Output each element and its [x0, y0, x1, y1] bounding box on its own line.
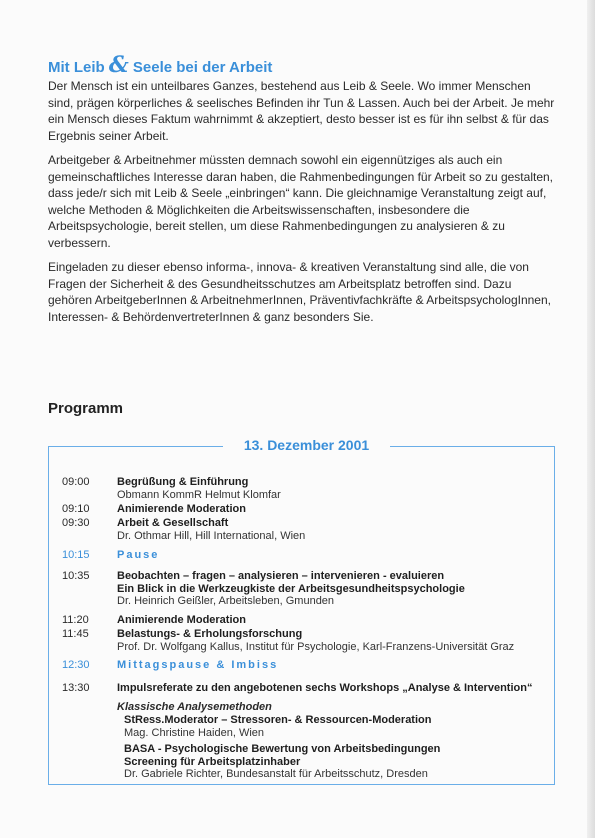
- intro-paragraph: Der Mensch ist ein unteilbares Ganzes, bestehend aus Leib & Seele. Wo immer Menschen sind, prägen körperliches & seelisches Befinden ihr Tun & Lassen. Auch bei der Arbeit. Je mehr ein Mensch dieses Faktum wahrnimmt & akzeptiert, desto besser ist es für ihn selbst & für das Ergebnis seiner Arbeit.: [48, 79, 555, 143]
- intro-paragraph: Eingeladen zu dieser ebenso informa-, innova- & kreativen Veranstaltung sind alle, die von Fragen der Sicherheit & des Gesundheitsschutzes am Arbeitsplatz betroffen sind. Dazu gehören ArbeitgeberInnen & ArbeitnehmerInnen, Präventivfachkräfte & ArbeitspsychologInnen, Interessen- & BehördenvertreterInnen & ganz besonders Sie.: [48, 260, 551, 324]
- workshop-subtitle: Screening für Arbeitsplatzinhaber: [124, 755, 301, 768]
- schedule-date: 13. Dezember 2001: [243, 437, 370, 453]
- schedule-title: Begrüßung & Einführung: [117, 476, 249, 488]
- intro-paragraph: Arbeitgeber & Arbeitnehmer müssten demnach sowohl ein eigennütziges als auch ein gemeinschaftliches Interesse daran haben, die Rahmenbedingungen für Arbeit so zu gestalten, dass jede/r sich mit Leib & Seele „einbringen“ kann. Die gleichnamige Veranstaltung zeigt auf, welche Methoden & Möglichkeiten die Arbeitswissenschaften, insbesondere die Arbeitspsychologie, bereit stellen, um diese Rahmenbedingungen zu analysieren & zu verbessern.: [48, 153, 553, 250]
- schedule-speaker: Dr. Othmar Hill, Hill International, Wien: [117, 529, 306, 542]
- workshop-group-title: Klassische Analysemethoden: [117, 701, 272, 713]
- schedule-time: 09:30: [62, 517, 90, 529]
- program-heading: Programm: [48, 400, 124, 417]
- schedule-box-top-right-border: [390, 446, 554, 447]
- schedule-box-top-left-border: [48, 446, 223, 447]
- schedule-title: Pause: [117, 549, 160, 561]
- schedule-title: Mittagspause & Imbiss: [117, 659, 279, 671]
- workshop-title: StRess.Moderator – Stressoren- & Ressourcen-Moderation: [124, 714, 432, 726]
- intro-text: [48, 78, 558, 333]
- schedule-speaker: Obmann KommR Helmut Klomfar: [117, 488, 281, 501]
- schedule-time: 09:10: [62, 503, 90, 515]
- schedule-time: 11:20: [62, 614, 89, 626]
- schedule-subtitle: Ein Blick in die Werkzeugkiste der Arbeitsgesundheitspsychologie: [117, 582, 465, 595]
- section-title: Mit Leib & Seele bei der Arbeit: [48, 52, 273, 78]
- schedule-title: Animierende Moderation: [117, 503, 246, 515]
- schedule-speaker: Prof. Dr. Wolfgang Kallus, Institut für Psychologie, Karl-Franzens-Universität Graz: [117, 640, 515, 653]
- schedule-title: Arbeit & Gesellschaft: [117, 517, 229, 529]
- workshop-title: BASA - Psychologische Bewertung von Arbeitsbedingungen: [124, 743, 441, 755]
- schedule-title: Animierende Moderation: [117, 614, 246, 626]
- workshop-speaker: Mag. Christine Haiden, Wien: [124, 726, 265, 739]
- schedule-time: 12:30: [62, 659, 90, 671]
- workshop-speaker: Dr. Gabriele Richter, Bundesanstalt für Arbeitsschutz, Dresden: [124, 768, 428, 780]
- schedule-title: Impulsreferate zu den angebotenen sechs Workshops „Analyse & Intervention“: [117, 682, 533, 694]
- schedule-time: 10:15: [62, 549, 90, 561]
- schedule-speaker: Dr. Heinrich Geißler, Arbeitsleben, Gmunden: [117, 595, 335, 607]
- schedule-time: 10:35: [62, 570, 90, 582]
- schedule-time: 13:30: [62, 682, 90, 694]
- schedule-title: Beobachten – fragen – analysieren – intervenieren - evaluieren: [117, 570, 445, 582]
- schedule-title: Belastungs- & Erholungsforschung: [117, 628, 303, 640]
- schedule-time: 11:45: [62, 628, 89, 640]
- page-edge-shadow: [587, 0, 595, 838]
- schedule-time: 09:00: [62, 476, 90, 488]
